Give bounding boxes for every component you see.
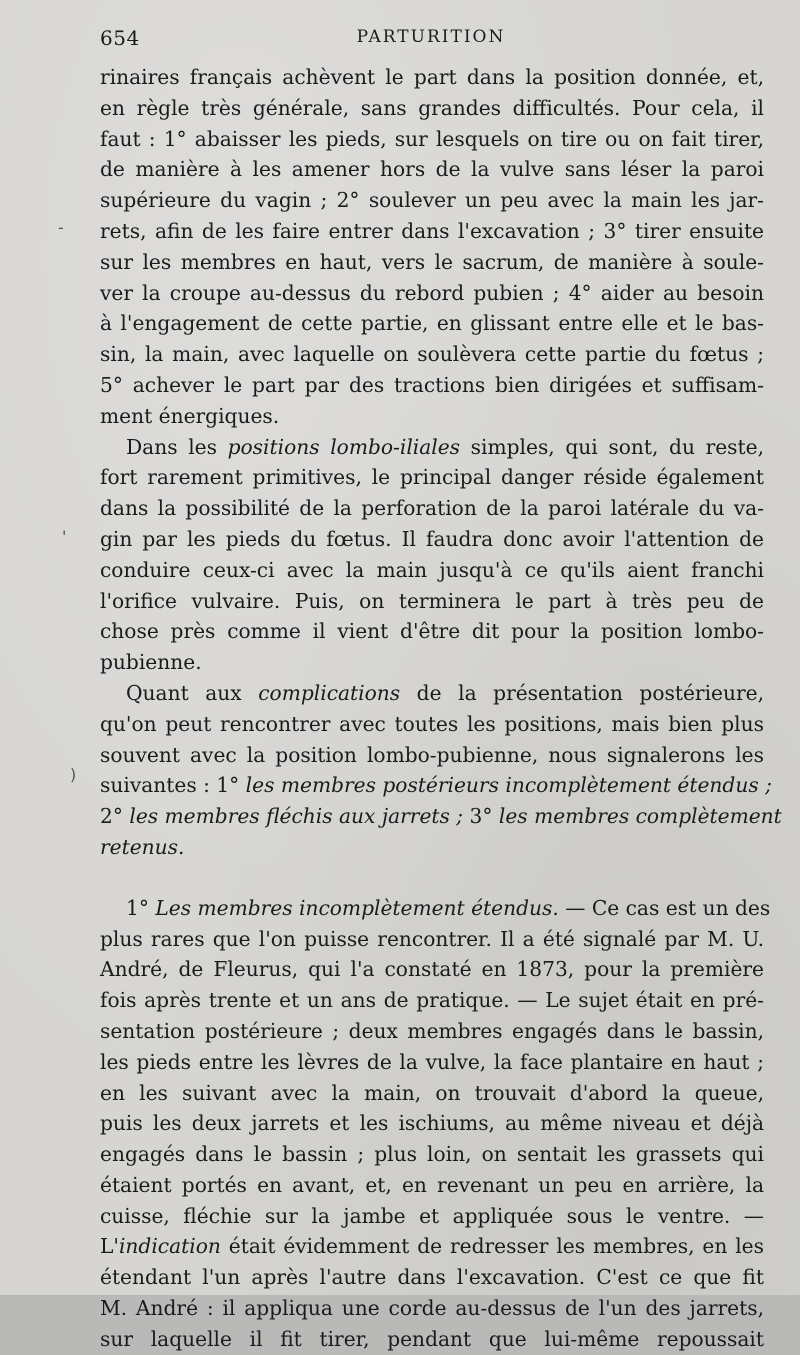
text-line: en les suivant avec la main, on trouvait d'abord la queue, bbox=[100, 1080, 764, 1105]
text-line: sin, la main, avec laquelle on soulèvera cette partie du fœtus ; bbox=[100, 342, 764, 367]
text-line bbox=[100, 801, 782, 832]
margin-speck: ' bbox=[62, 527, 67, 546]
text-line: étendant l'un après l'autre dans l'excavation. C'est ce que fit bbox=[100, 1265, 764, 1290]
text-line: l'orifice vulvaire. Puis, on terminera le part à très peu de bbox=[100, 588, 764, 613]
paragraph-1 bbox=[100, 62, 764, 432]
italic-term: les membres postérieurs incomplètement étendus ; bbox=[245, 773, 772, 798]
text-line bbox=[100, 432, 764, 463]
text-line: étaient portés en avant, et, en revenant un peu en arrière, la bbox=[100, 1172, 764, 1197]
text-line bbox=[100, 1231, 764, 1262]
text-run: — Ce cas est un des bbox=[558, 895, 771, 920]
text-line: engagés dans le bassin ; plus loin, on sentait les grassets qui bbox=[100, 1142, 764, 1167]
text-run: Quant aux bbox=[126, 680, 259, 705]
page-header bbox=[100, 26, 762, 60]
text-line: 5° achever le part par des tractions bien dirigées et suffisam- bbox=[100, 372, 764, 397]
text-run: 3° bbox=[463, 804, 499, 829]
section-heading: Les membres incomplètement étendus. bbox=[155, 895, 559, 920]
text-line: cuisse, fléchie sur la jambe et appliquée sous le ventre. — bbox=[100, 1203, 764, 1228]
margin-speck: - bbox=[58, 218, 64, 237]
page-number: 654 bbox=[100, 26, 140, 50]
text-run: Dans les bbox=[126, 434, 228, 459]
text-line: de manière à les amener hors de la vulve sans léser la paroi bbox=[100, 157, 764, 182]
italic-term: les membres fléchis aux jarrets ; bbox=[129, 804, 464, 829]
text-line: puis les deux jarrets et les ischiums, au même niveau et déjà bbox=[100, 1111, 764, 1136]
paragraph-4 bbox=[100, 893, 771, 1355]
text-line: plus rares que l'on puisse rencontrer. Il a été signalé par M. U. bbox=[100, 926, 764, 951]
text-line: chose près comme il vient d'être dit pour la position lombo- bbox=[100, 619, 764, 644]
text-line: fort rarement primitives, le principal danger réside également bbox=[100, 465, 764, 490]
text-line: sur laquelle il fit tirer, pendant que lui-même repoussait bbox=[100, 1326, 764, 1351]
text-run: L' bbox=[100, 1234, 119, 1259]
text-line bbox=[100, 678, 764, 709]
text-run: était évidemment de redresser les membres, en les bbox=[220, 1234, 764, 1259]
text-line: André, de Fleurus, qui l'a constaté en 1873, pour la première bbox=[100, 957, 764, 982]
paragraph-2 bbox=[100, 432, 764, 678]
italic-term: les membres complètement bbox=[498, 804, 782, 829]
text-line: supérieure du vagin ; 2° soulever un peu avec la main les jar- bbox=[100, 188, 764, 213]
text-line: faut : 1° abaisser les pieds, sur lesquels on tire ou on fait tirer, bbox=[100, 126, 764, 151]
text-run: suivantes : 1° bbox=[100, 773, 246, 798]
text-line: conduire ceux-ci avec la main jusqu'à ce qu'ils aient franchi bbox=[100, 557, 764, 582]
italic-term: complications bbox=[258, 680, 401, 705]
text-line bbox=[100, 770, 772, 801]
text-line: souvent avec la position lombo-pubienne, nous signalerons les bbox=[100, 742, 764, 767]
text-run: 1° bbox=[126, 895, 156, 920]
text-line: rinaires français achèvent le part dans la position donnée, et, bbox=[100, 65, 764, 89]
italic-term: positions lombo-iliales bbox=[227, 434, 461, 459]
text-line: ment énergiques. bbox=[100, 403, 280, 428]
text-line: M. André : il appliqua une corde au-dessus de l'un des jarrets, bbox=[100, 1296, 764, 1321]
text-line: qu'on peut rencontrer avec toutes les positions, mais bien plus bbox=[100, 711, 764, 736]
text-line: fois après trente et un ans de pratique. — Le sujet était en pré- bbox=[100, 988, 764, 1013]
text-line: dans la possibilité de la perforation de la paroi latérale du va- bbox=[100, 496, 764, 521]
italic-term: retenus. bbox=[100, 834, 185, 859]
text-line: les pieds entre les lèvres de la vulve, la face plantaire en haut ; bbox=[100, 1049, 764, 1074]
text-line: sentation postérieure ; deux membres engagés dans le bassin, bbox=[100, 1018, 764, 1043]
text-run: 2° bbox=[100, 804, 130, 829]
body-text bbox=[100, 62, 782, 1355]
paragraph-gap bbox=[100, 863, 764, 893]
text-line bbox=[100, 893, 771, 924]
text-line: rets, afin de les faire entrer dans l'excavation ; 3° tirer ensuite bbox=[100, 218, 764, 243]
text-line: sur les membres en haut, vers le sacrum, de manière à soule- bbox=[100, 249, 764, 274]
text-line: en règle très générale, sans grandes difficultés. Pour cela, il bbox=[100, 95, 764, 120]
text-line: à l'engagement de cette partie, en glissant entre elle et le bas- bbox=[100, 311, 764, 336]
text-run: de la présentation postérieure, bbox=[400, 680, 764, 705]
paragraph-3 bbox=[100, 678, 782, 863]
text-line bbox=[100, 832, 764, 863]
italic-term: indication bbox=[118, 1234, 221, 1259]
text-line: gin par les pieds du fœtus. Il faudra donc avoir l'attention de bbox=[100, 526, 764, 551]
text-line: pubienne. bbox=[100, 650, 202, 675]
text-run: simples, qui sont, du reste, bbox=[460, 434, 764, 459]
text-line: ver la croupe au-dessus du rebord pubien ; 4° aider au besoin bbox=[100, 280, 764, 305]
margin-speck: ) bbox=[70, 765, 77, 784]
running-title: PARTURITION bbox=[356, 27, 506, 47]
